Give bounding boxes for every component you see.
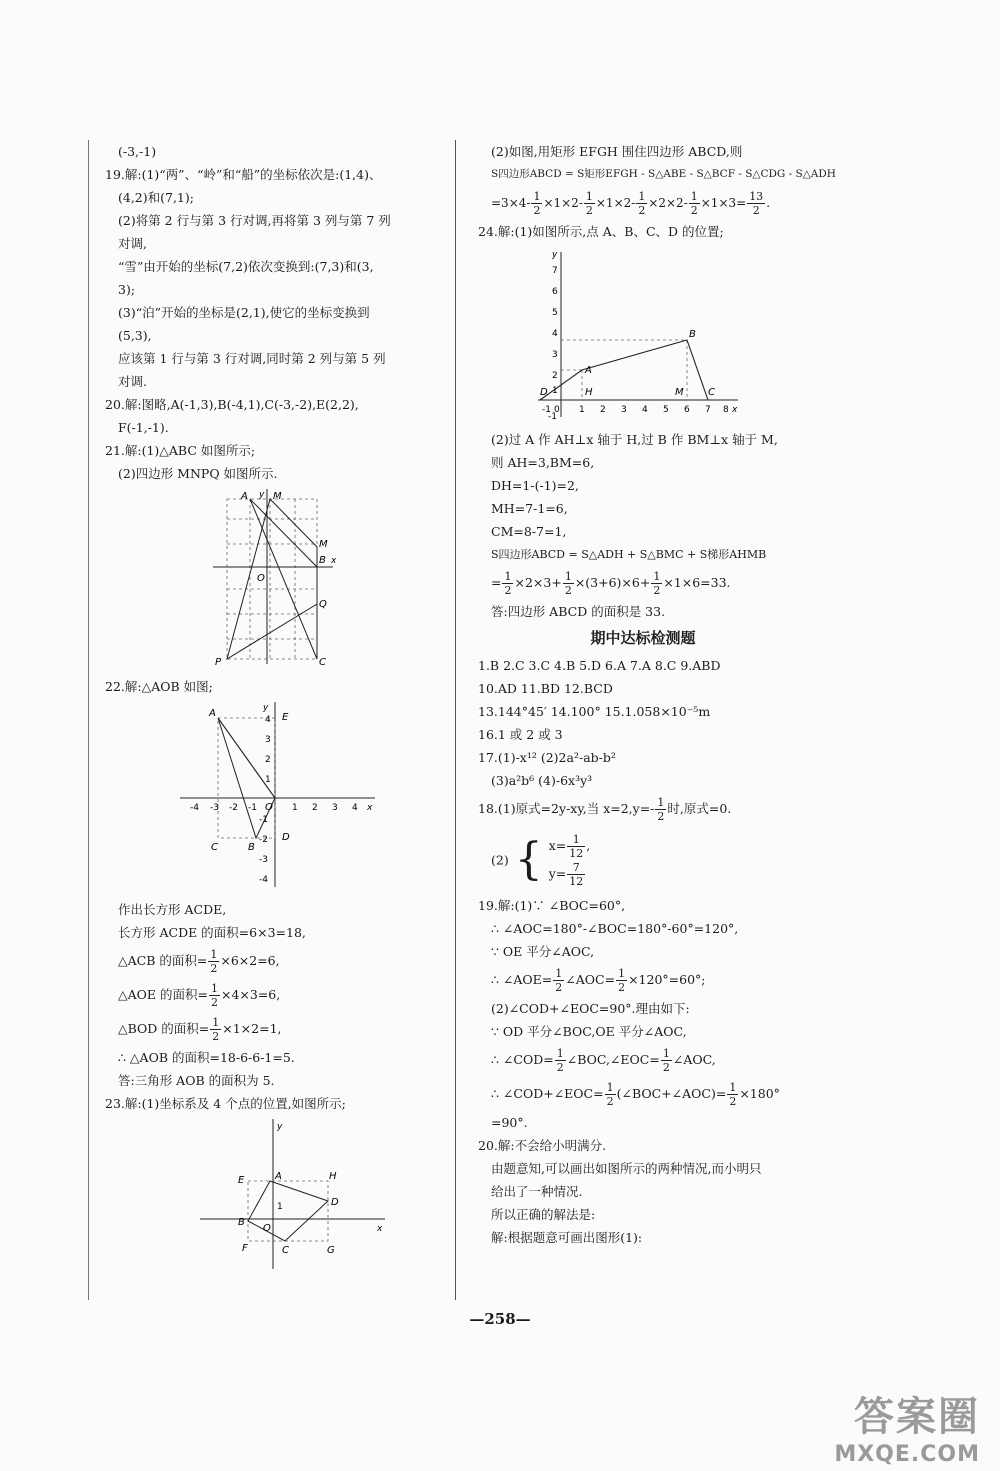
xtick: 2: [312, 803, 318, 813]
denominator: 2: [585, 204, 593, 217]
label-D: D: [331, 1197, 339, 1208]
q24-line: DH=1-(-1)=2,: [491, 478, 579, 493]
ytick: 3: [552, 350, 558, 360]
q19b-line: 19.解:(1)∵ ∠BOC=60°,: [478, 898, 626, 913]
xtick: -1: [248, 803, 257, 813]
label-O: O: [257, 573, 265, 584]
text: ∠BOC,∠EOC=: [566, 1052, 660, 1067]
faded-header-bleed: [120, 10, 900, 50]
denominator: 2: [618, 981, 626, 994]
fraction: [567, 833, 585, 860]
q19-line: “雪”由开始的坐标(7,2)依次变换到:(7,3)和(3,: [118, 259, 374, 274]
text: △ACB 的面积=: [118, 953, 208, 968]
figure-q22-graph: [105, 702, 475, 892]
eq-y: [549, 860, 591, 888]
page-number: —258—: [469, 1310, 531, 1328]
q19-line: 对调.: [118, 374, 147, 389]
denominator: 2: [212, 1030, 220, 1043]
q22-line: 作出长方形 ACDE,: [118, 902, 227, 917]
denominator: 2: [210, 962, 218, 975]
q24-line: MH=7-1=6,: [491, 501, 568, 516]
q21-line: 21.解:(1)△ABC 如图所示;: [105, 443, 256, 458]
label-Q: Q: [319, 599, 327, 610]
fraction: [747, 190, 765, 217]
label-x: x: [331, 556, 337, 566]
text: ×1×2-: [543, 196, 583, 210]
denominator: 12: [569, 847, 584, 860]
q24-line: 24.解:(1)如图所示,点 A、B、C、D 的位置;: [478, 224, 724, 239]
numerator: 1: [533, 190, 541, 203]
text: ×1×6=33.: [663, 575, 731, 590]
text: ×6×2=6,: [220, 953, 280, 968]
q19b-line: ∴ ∠AOC=180°-∠BOC=180°-60°=120°,: [491, 921, 739, 936]
answer-line: 16.1 或 2 或 3: [478, 727, 563, 742]
q23-area-calc: [478, 186, 808, 220]
denominator: 2: [210, 996, 218, 1009]
numerator: 1: [690, 190, 698, 203]
fraction: [210, 1016, 221, 1043]
q24-line: (2)过 A 作 AH⊥x 轴于 H,过 B 作 BM⊥x 轴于 M,: [491, 432, 778, 447]
denominator: 2: [729, 1095, 737, 1108]
fraction: [555, 1047, 566, 1074]
text: ×2×3+: [514, 575, 562, 590]
q24-line: CM=8-7=1,: [491, 524, 567, 539]
xtick: -3: [210, 803, 219, 813]
label-G: G: [327, 1245, 335, 1256]
fraction: [616, 967, 627, 994]
text: ∴ ∠AOE=: [491, 972, 553, 987]
fraction: [502, 570, 513, 597]
q22-area-aoe: [105, 978, 475, 1012]
figure-q21-grid: [105, 489, 475, 669]
fraction: [605, 1081, 616, 1108]
denominator: 2: [638, 204, 646, 217]
denominator: 12: [569, 875, 584, 888]
denominator: 2: [556, 1061, 564, 1074]
text: =3×4-: [491, 196, 531, 210]
fraction: [651, 570, 662, 597]
xtick: -4: [190, 803, 199, 813]
label-B: B: [248, 842, 255, 853]
right-column: [478, 140, 836, 1249]
fraction: [209, 982, 220, 1009]
q20b-line: 给出了一种情况.: [491, 1184, 583, 1199]
fraction: [553, 967, 564, 994]
text: ×180°: [739, 1086, 780, 1101]
q22-area-acb: [105, 944, 475, 978]
label-C: C: [319, 657, 326, 668]
denominator: 2: [752, 204, 760, 217]
label-minus1: -1: [548, 412, 557, 422]
label-A: A: [275, 1171, 282, 1182]
q19-line: (5,3),: [118, 328, 152, 343]
numerator: 1: [618, 967, 626, 980]
label-E: E: [282, 712, 289, 723]
text: y=: [548, 866, 567, 881]
label-y: y: [263, 703, 269, 713]
label-A: A: [585, 365, 592, 376]
label-C: C: [211, 842, 218, 853]
equation-system: [549, 832, 591, 888]
denominator: 2: [657, 810, 665, 823]
ytick: -4: [259, 875, 268, 885]
ytick: 4: [265, 715, 271, 725]
xtick: 4: [352, 803, 358, 813]
q21-line: (2)四边形 MNPQ 如图所示.: [118, 466, 278, 481]
label-y: y: [277, 1122, 283, 1132]
numerator: 13: [749, 190, 764, 203]
q19-line: 19.解:(1)“两”、“岭”和“船”的坐标依次是:(1,4)、: [105, 167, 382, 182]
fraction: [727, 1081, 738, 1108]
answer-line: 1.B 2.C 3.C 4.B 5.D 6.A 7.A 8.C 9.ABD: [478, 658, 721, 673]
q19b-cod: [478, 1043, 808, 1077]
xtick: 5: [663, 405, 669, 415]
answer-line: 17.(1)-x¹² (2)2a²-ab-b²: [478, 750, 616, 765]
q20b-line: 20.解:不会给小明满分.: [478, 1138, 607, 1153]
eq-x: x= $\frac{1}{12}$ ,: [548, 833, 591, 860]
brace-icon: {: [514, 834, 543, 885]
label-x: x: [367, 803, 373, 813]
numerator: 1: [210, 982, 218, 995]
q24-area-formula: S四边形ABCD = S△ADH + S△BMC + S梯形AHMB: [491, 548, 767, 561]
xtick: 1: [579, 405, 585, 415]
text: ×4×3=6,: [220, 987, 281, 1002]
numerator: 1: [585, 190, 593, 203]
text: ∠AOC,: [672, 1052, 716, 1067]
label-y: y: [552, 250, 558, 260]
q19b-line: ∵ OD 平分∠BOC,OE 平分∠AOC,: [491, 1024, 687, 1039]
q24-line: 则 AH=3,BM=6,: [491, 455, 595, 470]
q19b-line: =90°.: [491, 1115, 528, 1130]
ytick: 2: [552, 371, 558, 381]
ytick: 1: [265, 775, 271, 785]
q19b-line: ∵ OE 平分∠AOC,: [491, 944, 595, 959]
q19-line: 对调,: [118, 236, 147, 251]
text: 18.(1)原式=2y-xy,当 x=2,y=-: [478, 801, 655, 816]
label-B: B: [689, 329, 696, 340]
text: x=: [548, 838, 567, 853]
fraction: [563, 570, 574, 597]
label-x: x: [377, 1224, 383, 1234]
denominator: 2: [533, 204, 541, 217]
q23-area-formula: S四边形ABCD = S矩形EFGH - S△ABE - S△BCF - S△CDG - S△ADH: [491, 168, 836, 180]
label-B: B: [319, 555, 326, 566]
q20b-line: 由题意知,可以画出如图所示的两种情况,而小明只: [491, 1161, 762, 1176]
label-D: D: [282, 832, 290, 843]
xtick: 6: [684, 405, 690, 415]
q19b-aoe: [478, 963, 808, 997]
numerator: 1: [653, 570, 661, 583]
numerator: 1: [729, 1081, 737, 1094]
figure-q24-graph: [478, 247, 808, 422]
numerator: 1: [210, 948, 218, 961]
watermark-logo: [800, 1385, 980, 1467]
numerator: 1: [556, 1047, 564, 1060]
text: ×(3+6)×6+: [574, 575, 651, 590]
numerator: 1: [564, 570, 572, 583]
label-one: 1: [277, 1202, 283, 1212]
text: ∠AOC=: [565, 972, 616, 987]
q19b-sum: [478, 1077, 808, 1111]
q20b-line: 解:根据题意可画出图形(1):: [491, 1230, 643, 1245]
numerator: 1: [212, 1016, 220, 1029]
fraction: [655, 796, 666, 823]
section-heading: 期中达标检测题: [590, 629, 696, 647]
text: ×1×3=: [700, 196, 747, 210]
q24-line: 答:四边形 ABCD 的面积是 33.: [491, 604, 666, 619]
numerator: 1: [638, 190, 646, 203]
text: ×1×2=1,: [222, 1021, 282, 1036]
denominator: 2: [564, 584, 572, 597]
left-column: [105, 140, 475, 1275]
text: (∠BOC+∠AOC)=: [616, 1086, 727, 1101]
denominator: 2: [662, 1061, 670, 1074]
q23-line: 23.解:(1)坐标系及 4 个点的位置,如图所示;: [105, 1096, 346, 1111]
numerator: 1: [504, 570, 512, 583]
label-H: H: [329, 1171, 337, 1182]
figure-q23-graph: [105, 1119, 475, 1269]
xtick: 2: [600, 405, 606, 415]
q20-line: F(-1,-1).: [118, 420, 169, 435]
fraction: [531, 190, 542, 217]
numerator: 1: [657, 796, 665, 809]
label-C: C: [282, 1245, 289, 1256]
numerator: 1: [606, 1081, 614, 1094]
left-margin-rule: [88, 140, 89, 1300]
label-O: O: [265, 802, 273, 813]
q19-line: 3);: [118, 282, 136, 297]
xtick: 3: [621, 405, 627, 415]
denominator: 2: [504, 584, 512, 597]
denominator: 2: [606, 1095, 614, 1108]
label-M: M: [675, 387, 684, 398]
denominator: 2: [653, 584, 661, 597]
q22-line: 长方形 ACDE 的面积=6×3=18,: [118, 925, 306, 940]
q19b-line: (2)∠COD+∠EOC=90°.理由如下:: [491, 1001, 690, 1016]
ytick: 4: [552, 329, 558, 339]
fraction: [584, 190, 595, 217]
text: ×1×2-: [595, 196, 636, 210]
answer-line: (3)a²b⁶ (4)-6x³y³: [491, 773, 593, 788]
text: =: [491, 575, 502, 590]
fraction: [208, 948, 219, 975]
label-y: y: [259, 490, 265, 500]
text: △AOE 的面积=: [118, 987, 208, 1002]
text: ×120°=60°;: [628, 972, 706, 987]
label-H: H: [585, 387, 593, 398]
text: ×2×2-: [648, 196, 688, 210]
q22-line: 22.解:△AOB 如图;: [105, 679, 213, 694]
label-A: A: [241, 491, 248, 502]
watermark-text: 答案圈: [854, 1394, 980, 1440]
ytick: 5: [552, 308, 558, 318]
answer-line: 10.AD 11.BD 12.BCD: [478, 681, 613, 696]
label-A: A: [209, 708, 216, 719]
label-M: M: [273, 491, 282, 502]
answer-line: 13.144°45′ 14.100° 15.1.058×10⁻⁵m: [478, 704, 711, 719]
ytick: -3: [259, 855, 268, 865]
q19-line: (4,2)和(7,1);: [118, 190, 194, 205]
xtick: -1: [542, 405, 551, 415]
ytick: -1: [259, 815, 268, 825]
numerator: 1: [555, 967, 563, 980]
label-E: E: [238, 1175, 245, 1186]
ytick: -2: [259, 835, 268, 845]
q22-area-bod: [105, 1012, 475, 1046]
numerator: 1: [567, 833, 585, 847]
text: (2): [491, 852, 509, 868]
q19-line: (2)将第 2 行与第 3 行对调,再将第 3 列与第 7 列: [118, 213, 391, 228]
xtick: 0: [554, 405, 560, 415]
q22-line: 答:三角形 AOB 的面积为 5.: [118, 1073, 275, 1088]
denominator: 2: [555, 981, 563, 994]
text: ∴ ∠COD+∠EOC=: [491, 1086, 604, 1101]
answer-18-1: [478, 792, 808, 826]
numerator: 1: [662, 1047, 670, 1060]
fraction: [689, 190, 700, 217]
text: △BOD 的面积=: [118, 1021, 210, 1036]
watermark-url: MXQE.COM: [834, 1442, 980, 1467]
xtick: 4: [642, 405, 648, 415]
label-C: C: [708, 387, 715, 398]
label-B: B: [238, 1217, 245, 1228]
xtick: -2: [229, 803, 238, 813]
text-line: (-3,-1): [118, 144, 157, 159]
denominator: 2: [690, 204, 698, 217]
ytick: 7: [552, 266, 558, 276]
q19-line: 应该第 1 行与第 3 行对调,同时第 2 列与第 5 列: [118, 351, 386, 366]
label-M2: M: [319, 539, 328, 550]
label-x: x: [732, 405, 738, 415]
ytick: 3: [265, 735, 271, 745]
fraction: [661, 1047, 672, 1074]
xtick: 1: [292, 803, 298, 813]
xtick: 7: [705, 405, 711, 415]
text: 时,原式=0.: [667, 801, 732, 816]
label-D: D: [540, 387, 548, 398]
label-O: O: [263, 1223, 271, 1234]
q22-line: ∴ △AOB 的面积=18-6-6-1=5.: [118, 1050, 295, 1065]
answer-18-2: [478, 832, 808, 888]
q23-line: (2)如图,用矩形 EFGH 围住四边形 ABCD,则: [491, 144, 743, 159]
xtick: 8: [723, 405, 729, 415]
ytick: 6: [552, 287, 558, 297]
text: ∴ ∠COD=: [491, 1052, 554, 1067]
xtick: 3: [332, 803, 338, 813]
label-P: P: [215, 657, 222, 668]
q19-line: (3)“泊”开始的坐标是(2,1),使它的坐标变换到: [118, 305, 370, 320]
fraction: [636, 190, 647, 217]
text: .: [766, 196, 771, 210]
q24-area-calc: [478, 566, 808, 600]
fraction: [567, 861, 585, 888]
q20b-line: 所以正确的解法是:: [491, 1207, 596, 1222]
ytick: 2: [265, 755, 271, 765]
q20-line: 20.解:图略,A(-1,3),B(-4,1),C(-3,-2),E(2,2),: [105, 397, 359, 412]
ytick: 1: [552, 386, 558, 396]
label-F: F: [242, 1243, 248, 1254]
numerator: 7: [567, 861, 585, 875]
